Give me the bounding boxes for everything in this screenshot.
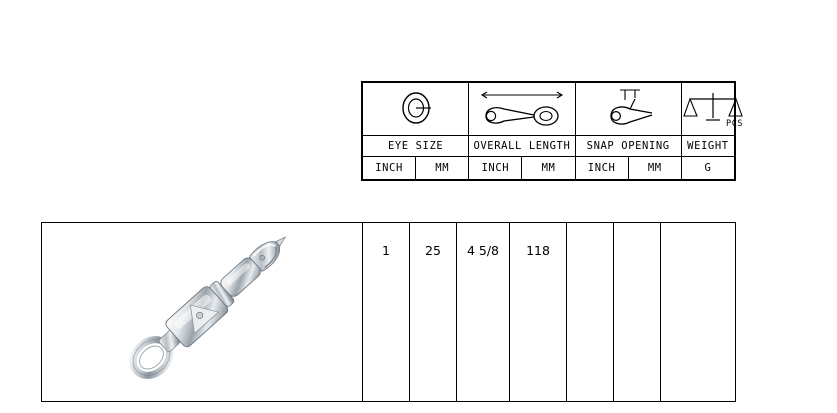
snap-opening-icon xyxy=(576,86,681,133)
eye-size-icon xyxy=(363,86,468,133)
eye-size-unit-mm: MM xyxy=(416,157,469,180)
eye-size-label: EYE SIZE xyxy=(363,136,469,157)
cell-eye-size-mm: 25 xyxy=(410,223,457,402)
weight-icon-sublabel: PCS xyxy=(725,118,743,129)
weight-icon-cell xyxy=(681,83,743,136)
weight-unit-g: G xyxy=(681,157,734,180)
overall-length-icon xyxy=(469,86,574,133)
cell-snap-opening-mm xyxy=(614,223,661,402)
overall-length-unit-mm: MM xyxy=(522,157,575,180)
table-row xyxy=(42,223,736,402)
product-image-cell xyxy=(42,223,363,402)
snap-opening-label: SNAP OPENING xyxy=(575,136,681,157)
cell-weight-g xyxy=(661,223,736,402)
spec-icon-row xyxy=(363,83,735,136)
cell-overall-length-inch: 4 5/8 xyxy=(457,223,510,402)
snap-opening-icon-cell xyxy=(575,83,681,136)
snap-opening-unit-mm: MM xyxy=(628,157,681,180)
overall-length-label: OVERALL LENGTH xyxy=(469,136,575,157)
weight-label: WEIGHT xyxy=(681,136,734,157)
snap-opening-unit-inch: INCH xyxy=(575,157,628,180)
cell-snap-opening-inch xyxy=(567,223,614,402)
spec-name-row xyxy=(363,136,735,157)
swivel-snap-hook-photo xyxy=(42,223,362,401)
weight-scale-icon xyxy=(682,86,743,133)
overall-length-unit-inch: INCH xyxy=(469,157,522,180)
spec-header-table xyxy=(361,81,743,181)
eye-size-icon-cell xyxy=(363,83,469,136)
eye-size-unit-inch: INCH xyxy=(363,157,416,180)
overall-length-icon-cell xyxy=(469,83,575,136)
cell-eye-size-inch: 1 xyxy=(363,223,410,402)
spec-unit-row xyxy=(363,157,735,180)
product-data-table xyxy=(41,222,736,402)
cell-overall-length-mm: 118 xyxy=(510,223,567,402)
